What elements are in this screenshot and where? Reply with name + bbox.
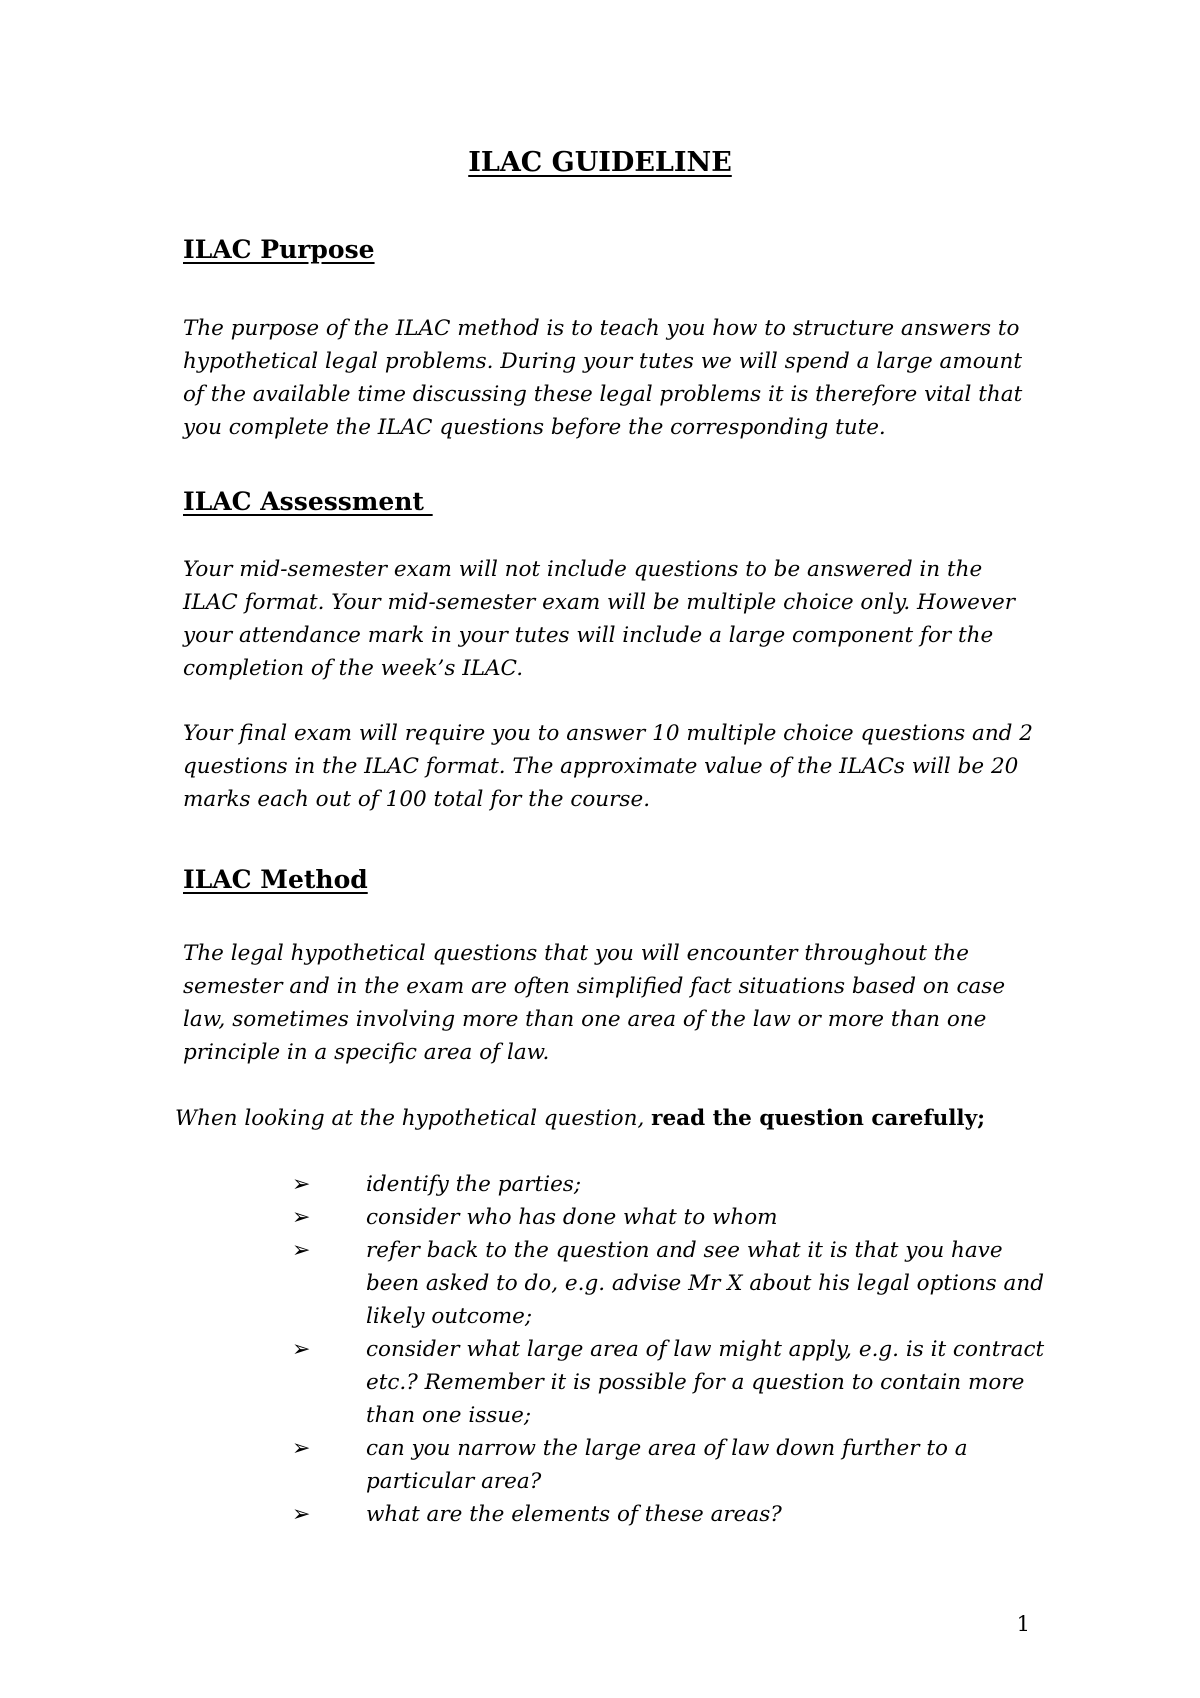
purpose-paragraph: The purpose of the ILAC method is to teach you how to structure answers to hypothetical legal problems. During your tutes we will spend a large amount of the available time discussing these legal problems it is therefore vital that you complete the ILAC questions before the corresponding tute. <box>183 316 1023 440</box>
document-title: ILAC GUIDELINE <box>468 147 732 178</box>
method-paragraph: The legal hypothetical questions that you will encounter throughout the semester and in the exam are often simplified fact situations based on case law, sometimes involving more than one area of the law or more than one principle in a specific area of law. <box>183 941 1006 1065</box>
assessment-paragraph-2: Your final exam will require you to answer 10 multiple choice questions and 2 questions in the ILAC format. The approximate value of the ILACs will be 20 marks each out of 100 total for the course. <box>183 721 1033 812</box>
heading-ilac-purpose: ILAC Purpose <box>183 235 375 264</box>
bullet-item <box>0 1432 1046 1498</box>
method-bullet-list <box>0 1168 1200 1531</box>
heading-ilac-assessment: ILAC Assessment <box>183 487 433 516</box>
heading-ilac-method: ILAC Method <box>183 865 368 894</box>
lead-bold-text: read the question carefully; <box>651 1106 985 1131</box>
bullet-item <box>0 1201 1046 1234</box>
bullet-text: identify the parties; <box>366 1172 582 1197</box>
page-number: 1 <box>1016 1612 1030 1636</box>
arrow-bullet-icon: ➢ <box>292 1337 311 1362</box>
bullet-text: what are the elements of these areas? <box>366 1502 782 1527</box>
arrow-bullet-icon: ➢ <box>292 1238 311 1263</box>
method-lead-sentence <box>175 1102 985 1135</box>
arrow-bullet-icon: ➢ <box>292 1205 311 1230</box>
assessment-paragraph-1: Your mid-semester exam will not include questions to be answered in the ILAC format. Your mid-semester exam will be multiple choice only. However your attendance mark in your tutes will include a large component for the completion of the week’s ILAC. <box>183 557 1015 681</box>
bullet-item <box>0 1333 1046 1432</box>
lead-italic-text: When looking at the hypothetical question, <box>175 1106 652 1131</box>
bullet-item <box>0 1234 1046 1333</box>
bullet-text: consider what large area of law might apply, e.g. is it contract etc.? Remember it is possible for a question to contain more than one issue; <box>366 1337 1045 1428</box>
bullet-text: consider who has done what to whom <box>366 1205 778 1230</box>
bullet-item <box>0 1168 1046 1201</box>
bullet-item <box>0 1498 1046 1531</box>
arrow-bullet-icon: ➢ <box>292 1502 311 1527</box>
bullet-text: can you narrow the large area of law down further to a particular area? <box>366 1436 968 1494</box>
arrow-bullet-icon: ➢ <box>292 1436 311 1461</box>
bullet-text: refer back to the question and see what it is that you have been asked to do, e.g. advise Mr X about his legal options and likely outcome; <box>366 1238 1044 1329</box>
arrow-bullet-icon: ➢ <box>292 1172 311 1197</box>
